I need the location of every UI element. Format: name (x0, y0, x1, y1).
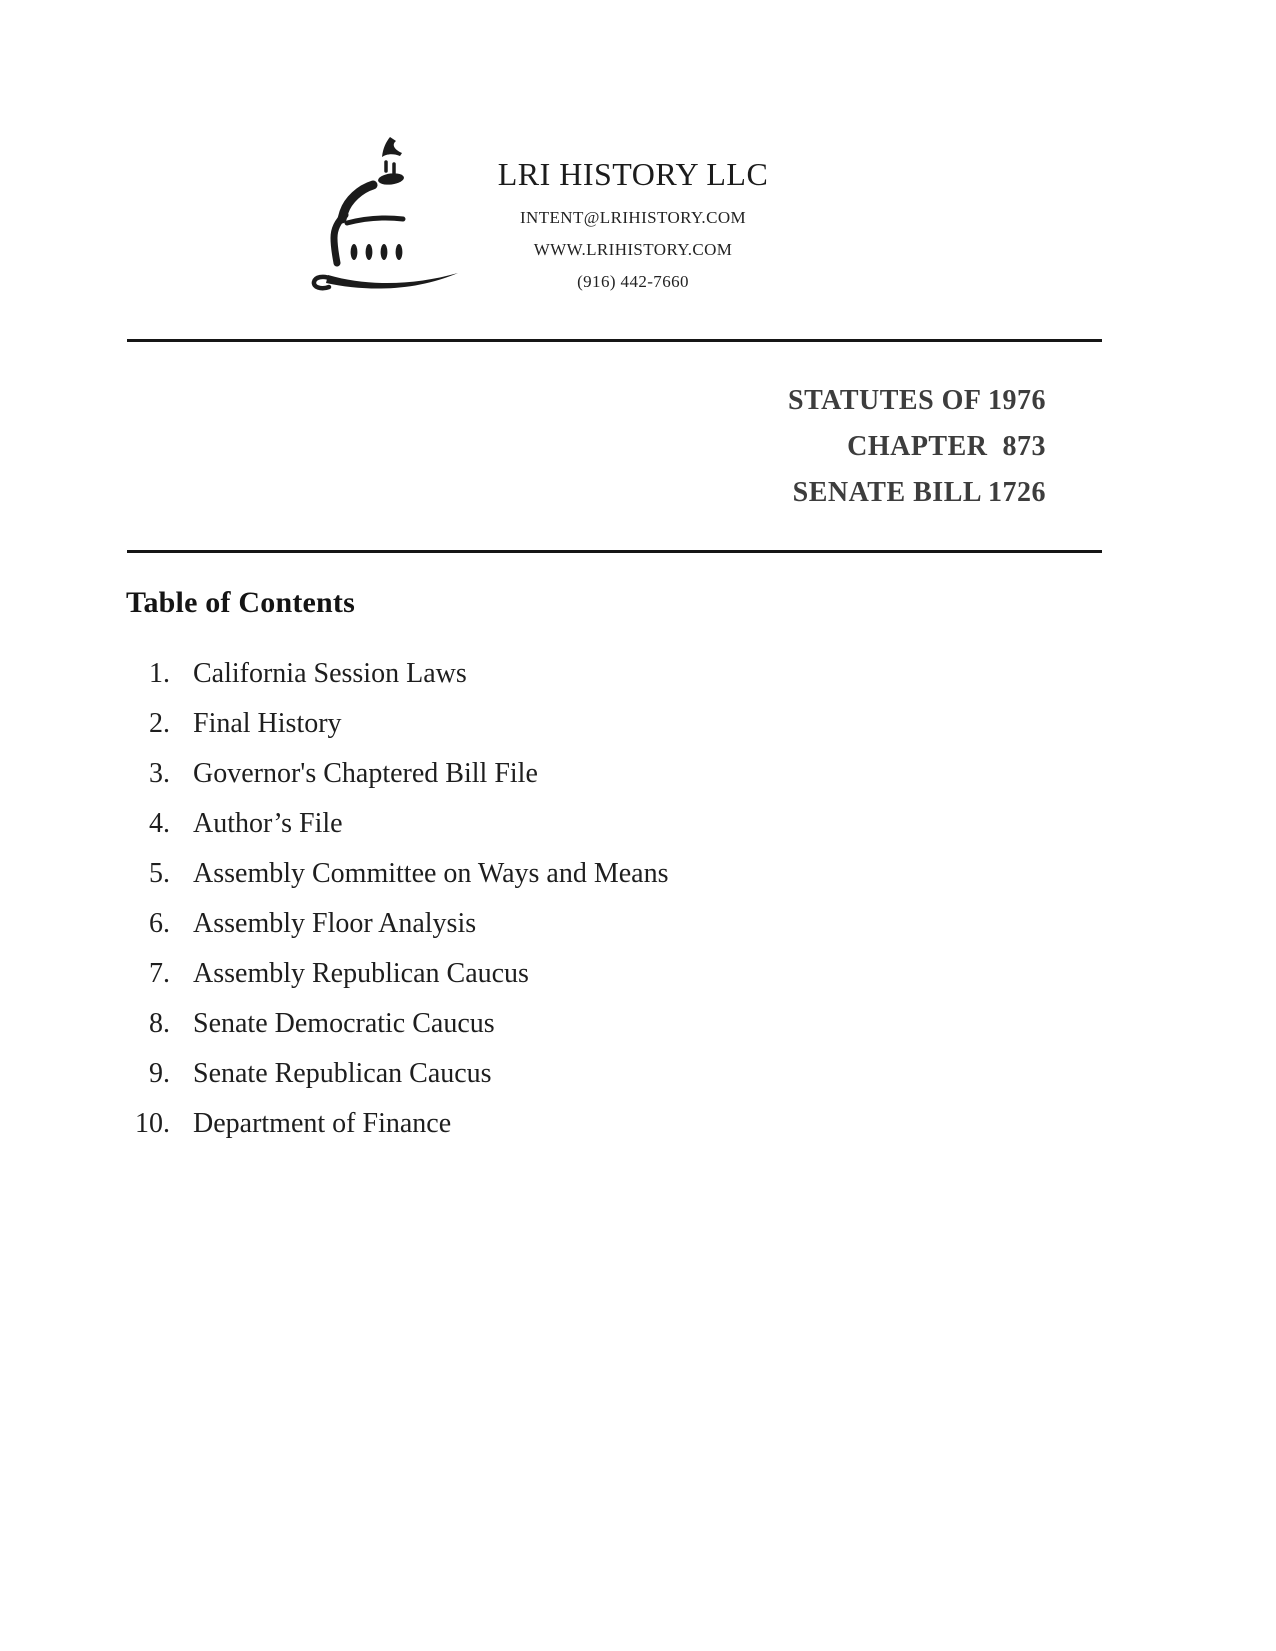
toc-item-number: 9. (149, 1058, 170, 1089)
toc-heading: Table of Contents (126, 586, 355, 619)
toc-item (126, 799, 669, 849)
title-block (788, 378, 1046, 516)
company-website: WWW.LRIHISTORY.COM (533, 240, 733, 259)
toc-item (126, 1049, 669, 1099)
toc-item-number: 8. (149, 1008, 170, 1039)
toc-item-label: Final History (193, 708, 342, 739)
toc-item-label: California Session Laws (193, 658, 467, 689)
toc-item (126, 999, 669, 1049)
title-line-statutes: STATUTES OF 1976 (788, 385, 1046, 416)
toc-item (126, 749, 669, 799)
toc-item-label: Senate Democratic Caucus (193, 1008, 495, 1039)
company-email: INTENT@LRIHISTORY.COM (519, 208, 747, 227)
title-line-senate-bill: SENATE BILL 1726 (792, 477, 1046, 508)
toc-item-label: Governor's Chaptered Bill File (193, 758, 538, 789)
toc-item-label: Author’s File (193, 808, 343, 839)
toc-item-number: 4. (149, 808, 170, 839)
horizontal-rule-top (127, 339, 1102, 342)
toc-item (126, 649, 669, 699)
capitol-dome-logo-icon (290, 123, 475, 295)
toc-item-label: Department of Finance (193, 1108, 452, 1139)
toc-list (126, 649, 669, 1149)
toc-item (126, 949, 669, 999)
toc-item (126, 699, 669, 749)
toc-item (126, 899, 669, 949)
toc-item (126, 849, 669, 899)
toc-item-label: Assembly Committee on Ways and Means (193, 858, 669, 889)
company-phone: (916) 442-7660 (577, 272, 689, 291)
toc-item-label: Assembly Republican Caucus (193, 958, 529, 989)
toc-item-number: 7. (149, 958, 170, 989)
toc-item-label: Assembly Floor Analysis (193, 908, 477, 939)
title-line-chapter: CHAPTER 873 (847, 431, 1046, 462)
toc-item-number: 10. (135, 1108, 170, 1139)
toc-item-number: 3. (149, 758, 170, 789)
toc-item-label: Senate Republican Caucus (193, 1058, 492, 1089)
toc-item-number: 1. (149, 658, 170, 689)
horizontal-rule-bottom (127, 550, 1102, 553)
toc-item (126, 1099, 669, 1149)
toc-item-number: 5. (149, 858, 170, 889)
company-name: LRI HISTORY LLC (497, 156, 769, 192)
toc-item-number: 6. (149, 908, 170, 939)
toc-item-number: 2. (149, 708, 170, 739)
letterhead (455, 156, 811, 292)
